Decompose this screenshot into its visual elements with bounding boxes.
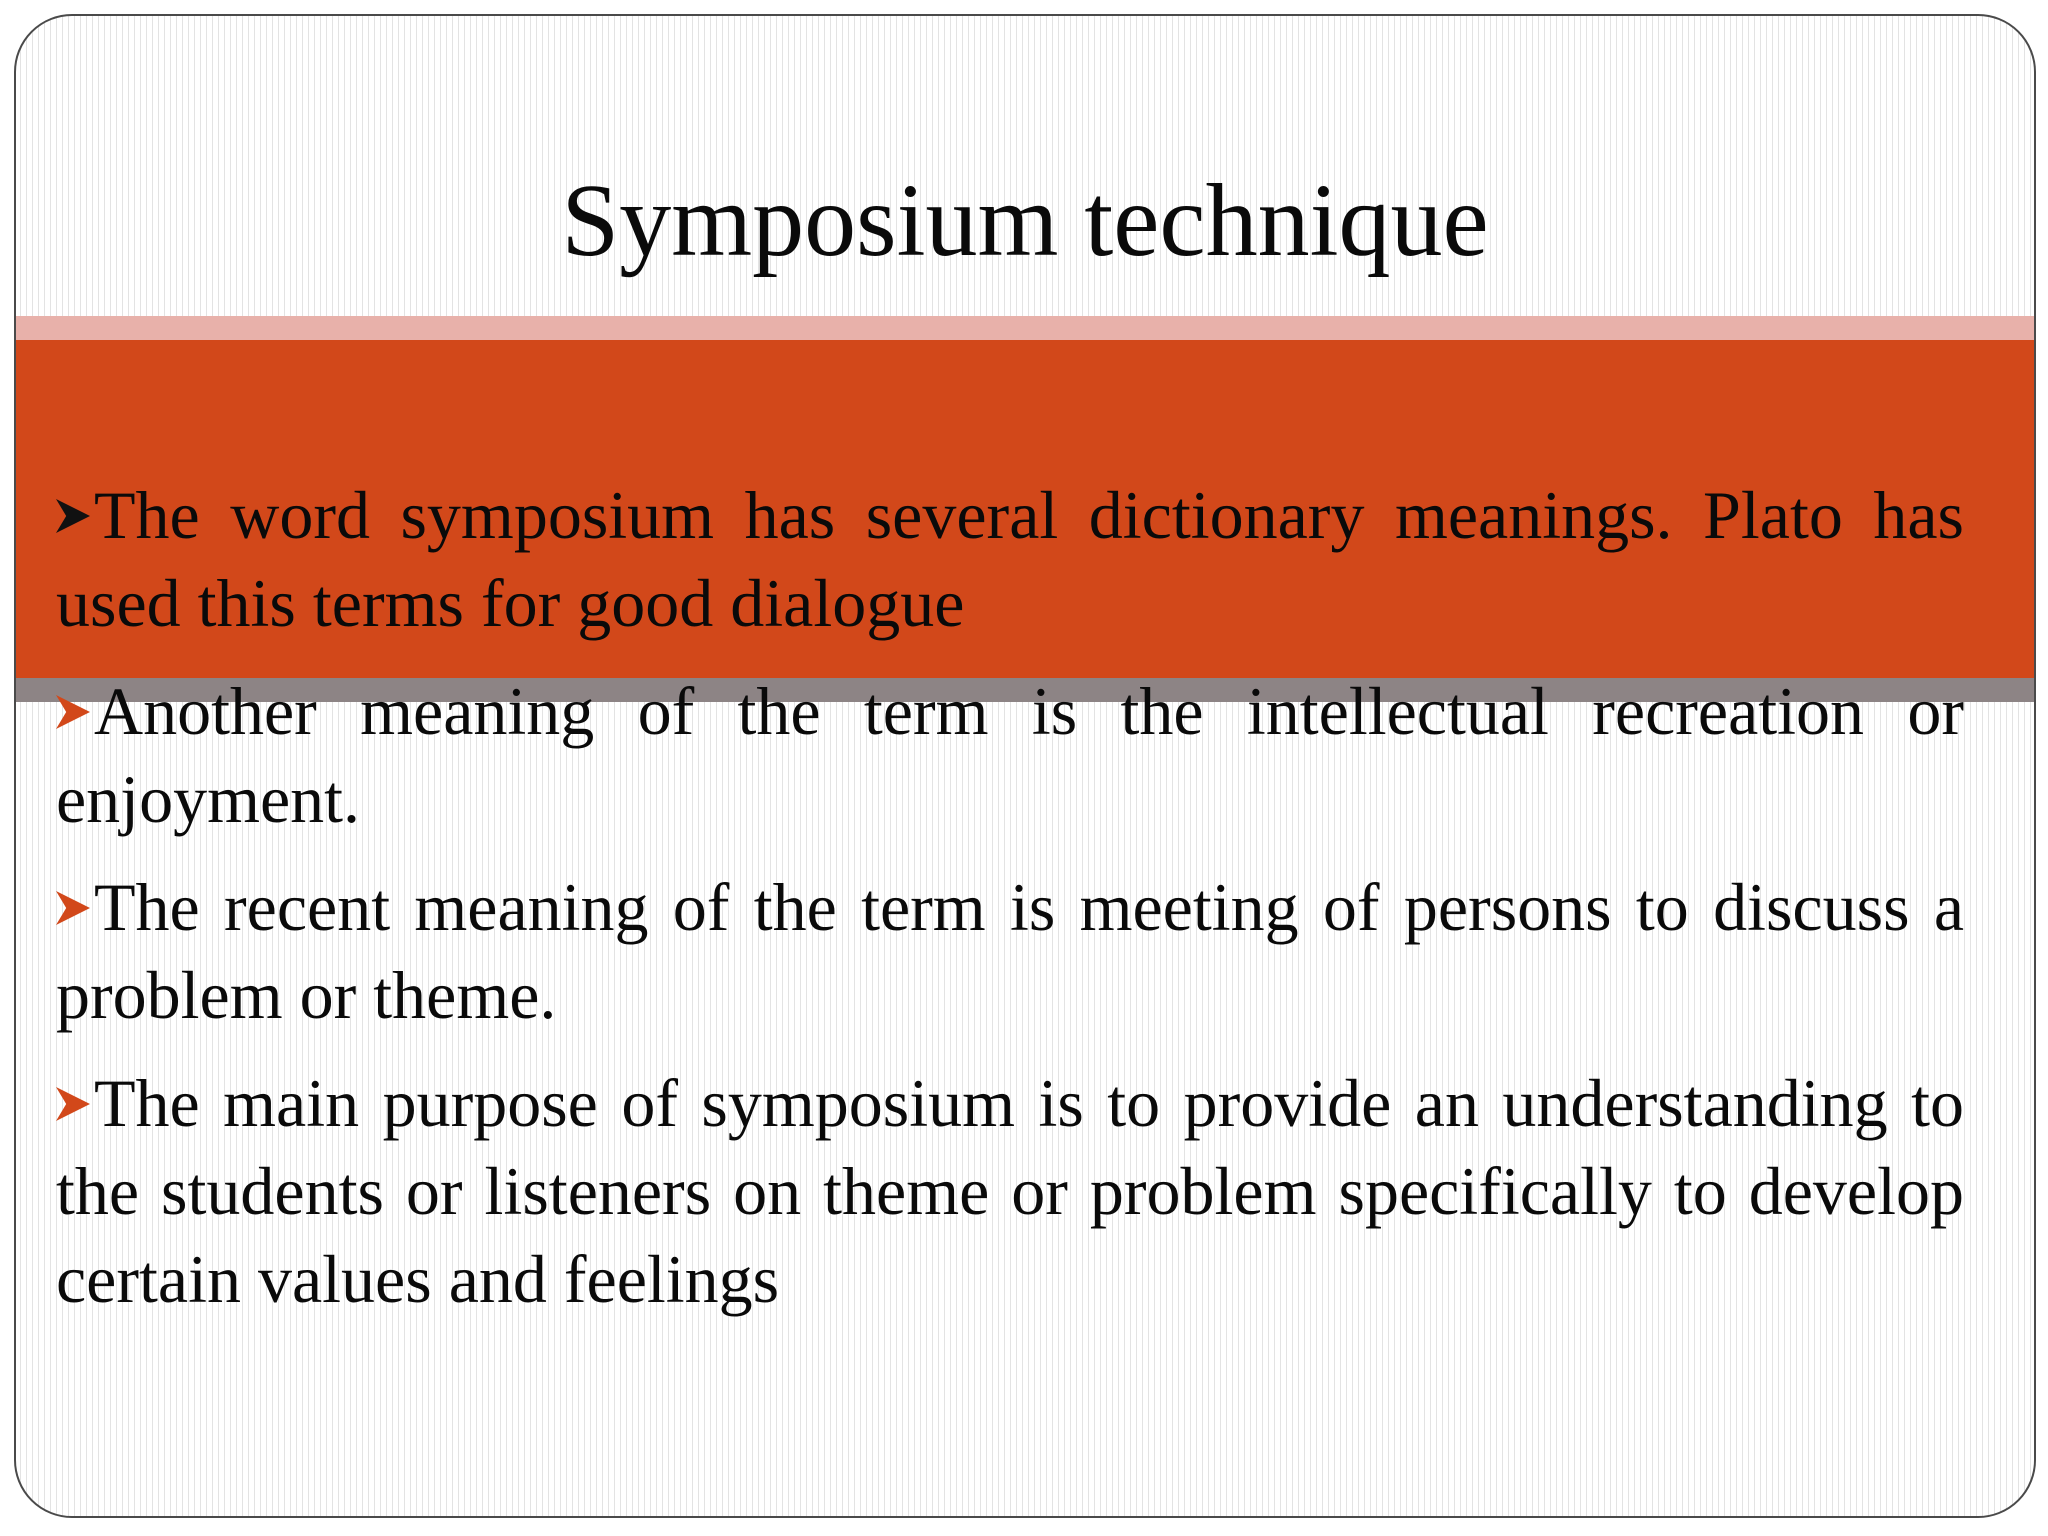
bullet-item-2	[56, 667, 1964, 843]
bullet-text: Another meaning of the term is the intellectual recreation or enjoyment.	[56, 673, 1964, 837]
bullet-list	[56, 471, 1964, 1343]
slide-frame	[14, 14, 2036, 1518]
slide-title: Symposium technique	[561, 163, 1489, 278]
arrow-bullet-icon	[56, 891, 90, 925]
arrow-bullet-icon	[56, 695, 90, 729]
bullet-item-3	[56, 863, 1964, 1039]
arrow-bullet-icon	[56, 1087, 90, 1121]
pink-accent-band	[16, 316, 2034, 340]
bullet-item-4	[56, 1059, 1964, 1323]
bullet-text: The main purpose of symposium is to provide an understanding to the students or listeners on theme or problem specifically to develop certain values and feelings	[56, 1065, 1964, 1317]
bullet-text: The word symposium has several dictionary meanings. Plato has used this terms for good dialogue	[56, 477, 1964, 641]
bullet-text: The recent meaning of the term is meeting of persons to discuss a problem or theme.	[56, 869, 1964, 1033]
arrow-bullet-icon	[56, 499, 90, 533]
bullet-item-1	[56, 471, 1964, 647]
